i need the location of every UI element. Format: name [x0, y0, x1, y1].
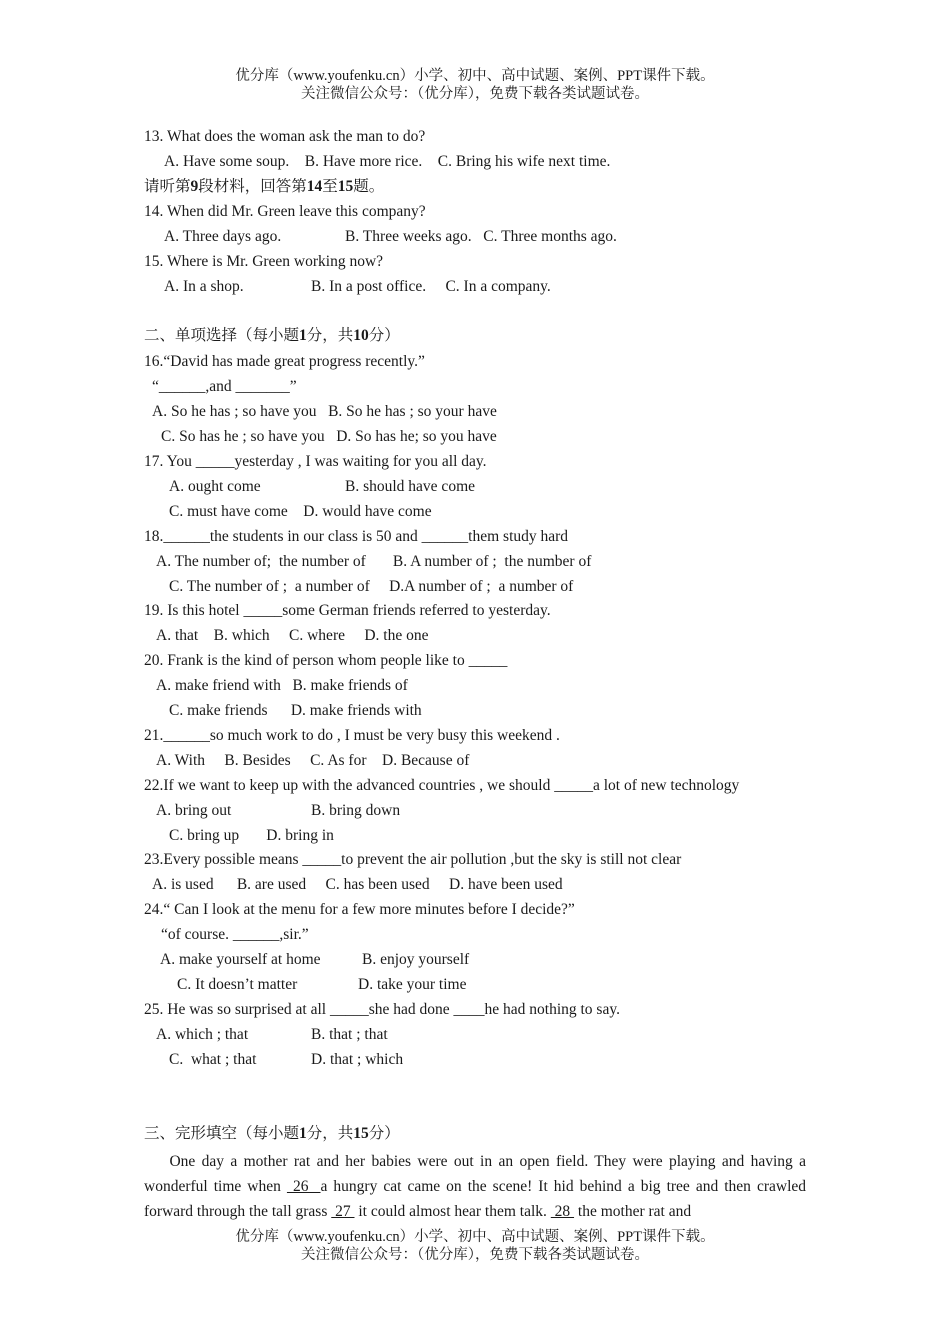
question-14-options-bc: B. Three weeks ago. C. Three months ago.: [345, 228, 617, 245]
question-22: 22.If we want to keep up with the advanced countries , we should _____a lot of new technology: [144, 777, 740, 794]
question-20-options-cd: C. make friends D. make friends with: [169, 702, 422, 719]
question-16-options-ab: A. So he has ; so have you B. So he has ; so your have: [152, 403, 497, 420]
question-25-option-c: C. what ; that: [169, 1051, 257, 1068]
question-23: 23.Every possible means _____to prevent the air pollution ,but the sky is still not clear: [144, 851, 682, 868]
question-24-option-d: D. take your time: [358, 976, 467, 993]
section-3-heading: 三、完形填空（每小题1分，共15分）: [144, 1125, 400, 1142]
cloze-blank-28: 28: [550, 1203, 575, 1220]
question-17-option-b: B. should have come: [345, 478, 476, 495]
question-17-option-a: A. ought come: [169, 478, 261, 495]
question-13: 13. What does the woman ask the man to do?: [144, 128, 426, 145]
question-18: 18.______the students in our class is 50 and ______them study hard: [144, 528, 569, 545]
page-header: [0, 67, 950, 103]
question-15-option-a: A. In a shop.: [164, 278, 244, 295]
listening-instruction: 请听第9段材料，回答第14至15题。: [144, 178, 385, 195]
question-13-options: A. Have some soup. B. Have more rice. C. Bring his wife next time.: [164, 153, 611, 170]
cloze-blank-27: 27: [331, 1203, 355, 1220]
question-16: 16.“David has made great progress recently.”: [144, 353, 425, 370]
question-24-dialogue: “of course. ______,sir.”: [161, 926, 309, 943]
question-24-option-a: A. make yourself at home: [160, 951, 321, 968]
question-25-option-d: D. that ; which: [311, 1051, 404, 1068]
question-25: 25. He was so surprised at all _____she had done ____he had nothing to say.: [144, 1001, 620, 1018]
question-25-option-a: A. which ; that: [156, 1026, 249, 1043]
question-17-options-cd: C. must have come D. would have come: [169, 503, 432, 520]
question-24: 24.“ Can I look at the menu for a few more minutes before I decide?”: [144, 901, 575, 918]
question-21: 21.______so much work to do , I must be very busy this weekend .: [144, 727, 560, 744]
question-18-options-ab: A. The number of; the number of B. A number of ; the number of: [156, 553, 592, 570]
question-22-options-cd: C. bring up D. bring in: [169, 827, 334, 844]
question-19-options: A. that B. which C. where D. the one: [156, 627, 429, 644]
question-18-options-cd: C. The number of ; a number of D.A number of ; a number of: [169, 578, 574, 595]
question-23-options: A. is used B. are used C. has been used D. have been used: [152, 876, 563, 893]
footer-line-1: 优分库（www.youfenku.cn）小学、初中、高中试题、案例、PPT课件下载。: [235, 1229, 715, 1245]
question-22-option-a: A. bring out: [156, 802, 232, 819]
question-19: 19. Is this hotel _____some German friends referred to yesterday.: [144, 602, 551, 619]
question-22-option-b: B. bring down: [311, 802, 401, 819]
question-16-dialogue: “______,and _______”: [152, 378, 297, 395]
footer-line-2: 关注微信公众号：（优分库），免费下载各类试题试卷。: [301, 1247, 649, 1263]
cloze-passage: One day a mother rat and her babies were out in an open field. They were playing and having a wonderful time when 26 a hungry cat came on the scene! It hid behind a big tree and then crawled forward through the tall grass 27 it could almost hear them talk. 28 the mother rat and: [144, 1153, 810, 1220]
question-24-option-b: B. enjoy yourself: [362, 951, 470, 968]
header-line-1: 优分库（www.youfenku.cn）小学、初中、高中试题、案例、PPT课件下载。: [235, 68, 715, 84]
question-15-options-bc: B. In a post office. C. In a company.: [311, 278, 551, 295]
question-25-option-b: B. that ; that: [311, 1026, 388, 1043]
question-21-options: A. With B. Besides C. As for D. Because of: [156, 752, 470, 769]
header-line-2: 关注微信公众号：（优分库），免费下载各类试题试卷。: [301, 86, 649, 102]
question-14-option-a: A. Three days ago.: [164, 228, 282, 245]
question-24-option-c: C. It doesn’t matter: [177, 976, 298, 993]
question-20: 20. Frank is the kind of person whom people like to _____: [144, 652, 508, 669]
question-15: 15. Where is Mr. Green working now?: [144, 253, 384, 270]
cloze-blank-26: 26: [286, 1178, 321, 1195]
question-17: 17. You _____yesterday , I was waiting for you all day.: [144, 453, 487, 470]
page-footer: [0, 1228, 950, 1264]
question-16-options-cd: C. So has he ; so have you D. So has he; so you have: [161, 428, 497, 445]
question-20-options-ab: A. make friend with B. make friends of: [156, 677, 408, 694]
question-14: 14. When did Mr. Green leave this company?: [144, 203, 426, 220]
section-2-heading: 二、单项选择（每小题1分，共10分）: [144, 327, 400, 344]
